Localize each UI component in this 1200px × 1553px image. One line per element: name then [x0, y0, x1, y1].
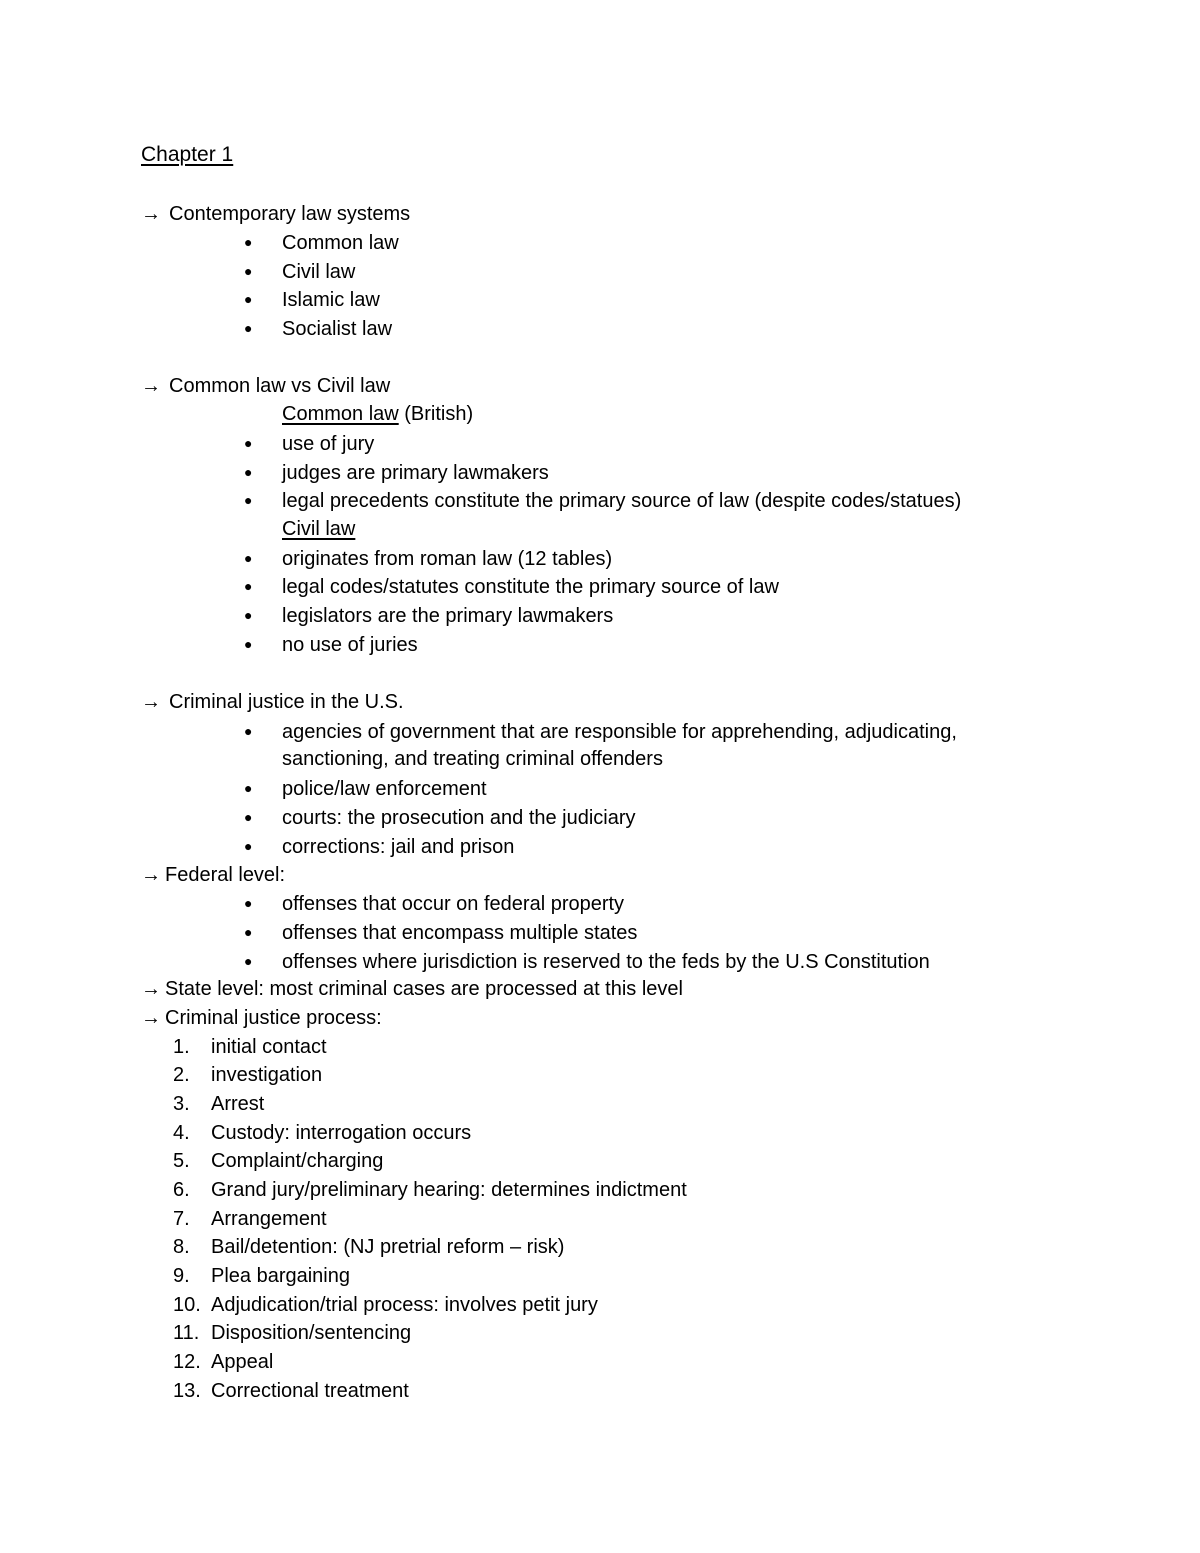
item-text: Custody: interrogation occurs: [211, 1122, 472, 1144]
bullet-icon: ●: [244, 838, 253, 854]
numbered-item: [173, 1205, 327, 1233]
list-item: [244, 228, 399, 257]
section-heading-process: [141, 1004, 382, 1032]
bullet-icon: ●: [244, 320, 253, 336]
section-heading-comparison: [141, 372, 390, 400]
numbered-item: [173, 1233, 564, 1261]
item-number: 6.: [173, 1179, 190, 1201]
numbered-item: [173, 1033, 327, 1061]
arrow-icon: →: [141, 375, 161, 397]
page-title: Chapter 1: [141, 143, 234, 166]
item-text: investigation: [211, 1064, 323, 1086]
subheading-common-law: [282, 400, 473, 428]
arrow-icon: →: [141, 691, 161, 713]
section-heading-systems: [141, 200, 410, 228]
numbered-item: [173, 1147, 383, 1175]
list-item-text: legislators are the primary lawmakers: [282, 605, 614, 627]
heading-text: Contemporary law systems: [169, 203, 411, 225]
list-item-text: use of jury: [282, 433, 375, 455]
list-item-text: originates from roman law (12 tables): [282, 548, 613, 570]
list-item: [244, 889, 624, 918]
item-number: 1.: [173, 1036, 190, 1058]
list-item: [244, 458, 549, 487]
bullet-icon: ●: [244, 780, 253, 796]
list-item-text: Common law: [282, 232, 399, 254]
heading-text: Criminal justice in the U.S.: [169, 691, 404, 713]
list-item-continuation: sanctioning, and treating criminal offenders: [282, 748, 663, 770]
list-item-text: offenses that encompass multiple states: [282, 922, 638, 944]
list-item-text: legal codes/statutes constitute the primary source of law: [282, 576, 779, 598]
item-text: Arrangement: [211, 1208, 327, 1230]
item-text: initial contact: [211, 1036, 327, 1058]
item-text: Bail/detention: (NJ pretrial reform – risk): [211, 1236, 565, 1258]
list-item-text: no use of juries: [282, 634, 418, 656]
arrow-icon: →: [141, 203, 161, 225]
bullet-icon: ●: [244, 924, 253, 940]
bullet-icon: ●: [244, 492, 253, 508]
item-number: 9.: [173, 1265, 190, 1287]
list-item: [244, 630, 418, 659]
bullet-icon: ●: [244, 550, 253, 566]
item-number: 5.: [173, 1150, 190, 1172]
list-item: [244, 601, 613, 630]
bullet-icon: ●: [244, 636, 253, 652]
heading-text: Criminal justice process:: [165, 1007, 382, 1029]
list-item-text: offenses where jurisdiction is reserved to the feds by the U.S Constitution: [282, 951, 930, 973]
subheading-civil-law: [282, 515, 355, 543]
numbered-item: [173, 1176, 687, 1204]
bullet-icon: ●: [244, 723, 253, 739]
bullet-icon: ●: [244, 895, 253, 911]
list-item-text: Socialist law: [282, 318, 393, 340]
list-item: [244, 429, 374, 458]
section-heading-state: [141, 975, 683, 1003]
item-text: Appeal: [211, 1351, 274, 1373]
list-item: [244, 918, 637, 947]
item-text: Complaint/charging: [211, 1150, 384, 1172]
bullet-icon: ●: [244, 809, 253, 825]
list-item: [244, 486, 961, 515]
list-item: [244, 572, 779, 601]
item-number: 10.: [173, 1294, 201, 1316]
bullet-icon: ●: [244, 578, 253, 594]
numbered-item: [173, 1262, 350, 1290]
bullet-icon: ●: [244, 291, 253, 307]
subheading-note: (British): [398, 403, 474, 425]
item-text: Correctional treatment: [211, 1380, 409, 1402]
list-item: [244, 832, 514, 861]
bullet-icon: ●: [244, 234, 253, 250]
item-number: 12.: [173, 1351, 201, 1373]
list-item-text: courts: the prosecution and the judiciary: [282, 807, 636, 829]
list-item-text: judges are primary lawmakers: [282, 462, 549, 484]
bullet-icon: ●: [244, 435, 253, 451]
numbered-item: [173, 1291, 598, 1319]
item-number: 4.: [173, 1122, 190, 1144]
list-item: [244, 774, 487, 803]
arrow-icon: →: [141, 978, 161, 1000]
item-text: Disposition/sentencing: [211, 1322, 412, 1344]
item-text: Arrest: [211, 1093, 265, 1115]
list-item: [244, 257, 355, 286]
item-number: 2.: [173, 1064, 190, 1086]
arrow-icon: →: [141, 864, 161, 886]
subheading-label: Civil law: [282, 518, 356, 540]
item-text: Plea bargaining: [211, 1265, 350, 1287]
list-item: [244, 947, 930, 976]
heading-text: Federal level:: [165, 864, 286, 886]
numbered-item: [173, 1319, 411, 1347]
numbered-item: [173, 1377, 409, 1405]
item-number: 8.: [173, 1236, 190, 1258]
item-number: 3.: [173, 1093, 190, 1115]
arrow-icon: →: [141, 1007, 161, 1029]
bullet-icon: ●: [244, 607, 253, 623]
section-heading-us: [141, 688, 404, 716]
heading-text: Common law vs Civil law: [169, 375, 391, 397]
item-number: 11.: [173, 1322, 200, 1344]
item-number: 7.: [173, 1208, 190, 1230]
list-item: [244, 314, 392, 343]
list-item: [244, 544, 612, 573]
list-item: [244, 717, 957, 746]
bullet-icon: ●: [244, 464, 253, 480]
bullet-icon: ●: [244, 263, 253, 279]
item-text: Grand jury/preliminary hearing: determines indictment: [211, 1179, 687, 1201]
list-item: [244, 285, 380, 314]
numbered-item: [173, 1348, 273, 1376]
list-item-text: police/law enforcement: [282, 778, 487, 800]
subheading-label: Common law: [282, 403, 399, 425]
list-item-text: legal precedents constitute the primary source of law (despite codes/statues): [282, 490, 962, 512]
numbered-item: [173, 1090, 264, 1118]
list-item-text: Islamic law: [282, 289, 380, 311]
item-number: 13.: [173, 1380, 201, 1402]
section-heading-federal: [141, 861, 285, 889]
item-text: Adjudication/trial process: involves petit jury: [211, 1294, 598, 1316]
list-item-text: corrections: jail and prison: [282, 836, 515, 858]
heading-text: State level: most criminal cases are processed at this level: [165, 978, 683, 1000]
list-item-text: offenses that occur on federal property: [282, 893, 625, 915]
bullet-icon: ●: [244, 953, 253, 969]
list-item: [244, 803, 636, 832]
list-item-text: agencies of government that are responsible for apprehending, adjudicating,: [282, 721, 957, 743]
numbered-item: [173, 1119, 471, 1147]
list-item-text: Civil law: [282, 261, 356, 283]
numbered-item: [173, 1061, 322, 1089]
